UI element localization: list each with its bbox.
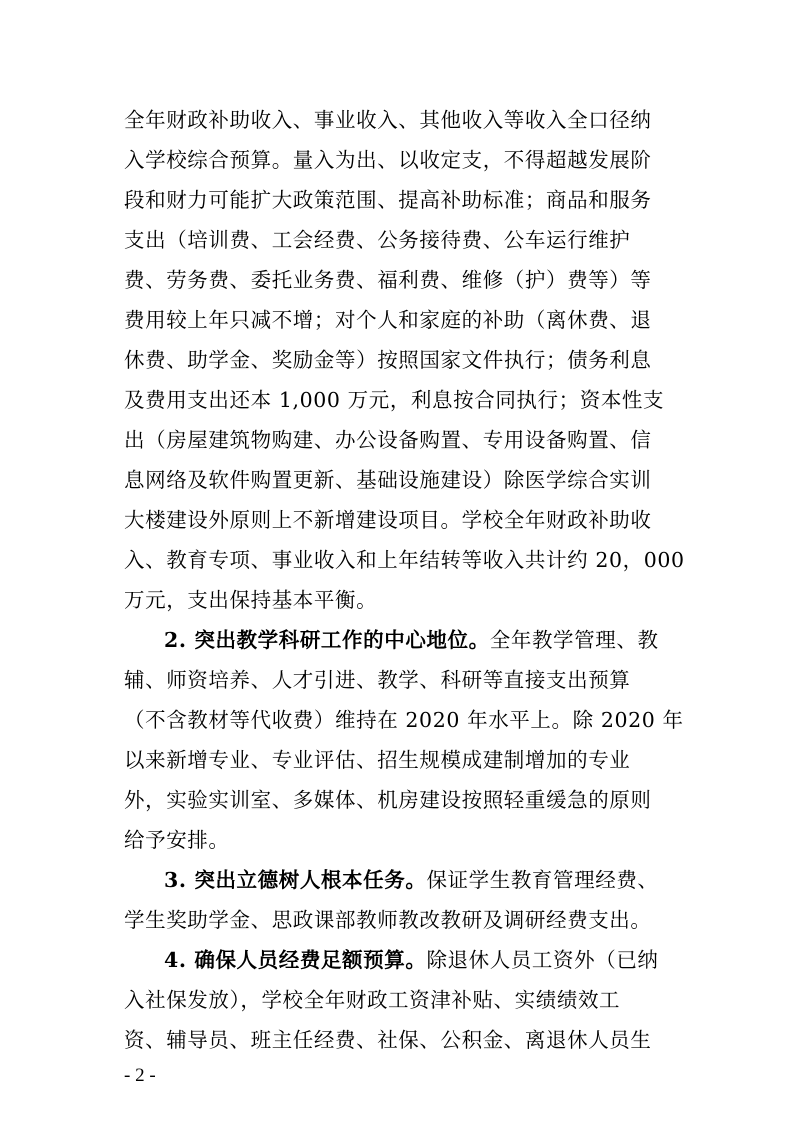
paragraph-line: 资、辅导员、班主任经费、社保、公积金、离退休人员生	[124, 1028, 652, 1052]
section-heading: 4. 确保人员经费足额预算。	[164, 948, 427, 972]
section-heading: 3. 突出立德树人根本任务。	[164, 868, 427, 892]
paragraph-line: 全年财政补助收入、事业收入、其他收入等收入全口径纳	[124, 108, 652, 132]
paragraph-line: 外，实验实训室、多媒体、机房建设按照轻重缓急的原则	[124, 788, 652, 812]
paragraph-line: 出（房屋建筑物购建、办公设备购置、专用设备购置、信	[124, 428, 652, 452]
paragraph-line: 段和财力可能扩大政策范围、提高补助标准；商品和服务	[124, 188, 652, 212]
paragraph-line: 费用较上年只减不增；对个人和家庭的补助（离休费、退	[124, 308, 652, 332]
section-heading: 2. 突出教学科研工作的中心地位。	[164, 628, 490, 652]
paragraph-line: 入学校综合预算。量入为出、以收定支，不得超越发展阶	[124, 148, 652, 172]
section-text: 除退休人员工资外（已纳	[426, 948, 659, 972]
paragraph-line: 支出（培训费、工会经费、公务接待费、公车运行维护	[124, 228, 631, 252]
page-number: - 2 -	[124, 1065, 156, 1086]
paragraph-line: 辅、师资培养、人才引进、教学、科研等直接支出预算	[124, 668, 631, 692]
paragraph-line: 入社保发放），学校全年财政工资津补贴、实绩绩效工	[124, 988, 621, 1012]
section-3-first-line	[164, 866, 659, 894]
paragraph-line: 给予安排。	[124, 828, 230, 852]
paragraph-line: 以来新增专业、专业评估、招生规模成建制增加的专业	[124, 748, 631, 772]
paragraph-line: 休费、助学金、奖励金等）按照国家文件执行；债务利息	[124, 348, 652, 372]
section-2-first-line	[164, 626, 659, 654]
paragraph-line: 大楼建设外原则上不新增建设项目。学校全年财政补助收	[124, 508, 652, 532]
paragraph-line: 及费用支出还本 1,000 万元，利息按合同执行；资本性支	[124, 388, 665, 412]
paragraph-line: 入、教育专项、事业收入和上年结转等收入共计约 20，000	[124, 548, 685, 572]
section-text: 保证学生教育管理经费、	[426, 868, 659, 892]
paragraph-line: （不含教材等代收费）维持在 2020 年水平上。除 2020 年	[124, 708, 684, 732]
paragraph-line: 学生奖助学金、思政课部教师教改教研及调研经费支出。	[124, 908, 652, 932]
paragraph-line: 息网络及软件购置更新、基础设施建设）除医学综合实训	[124, 468, 652, 492]
paragraph-line: 万元，支出保持基本平衡。	[124, 588, 378, 612]
section-text: 全年教学管理、教	[489, 628, 659, 652]
section-4-first-line	[164, 946, 659, 974]
paragraph-line: 费、劳务费、委托业务费、福利费、维修（护）费等）等	[124, 268, 652, 292]
